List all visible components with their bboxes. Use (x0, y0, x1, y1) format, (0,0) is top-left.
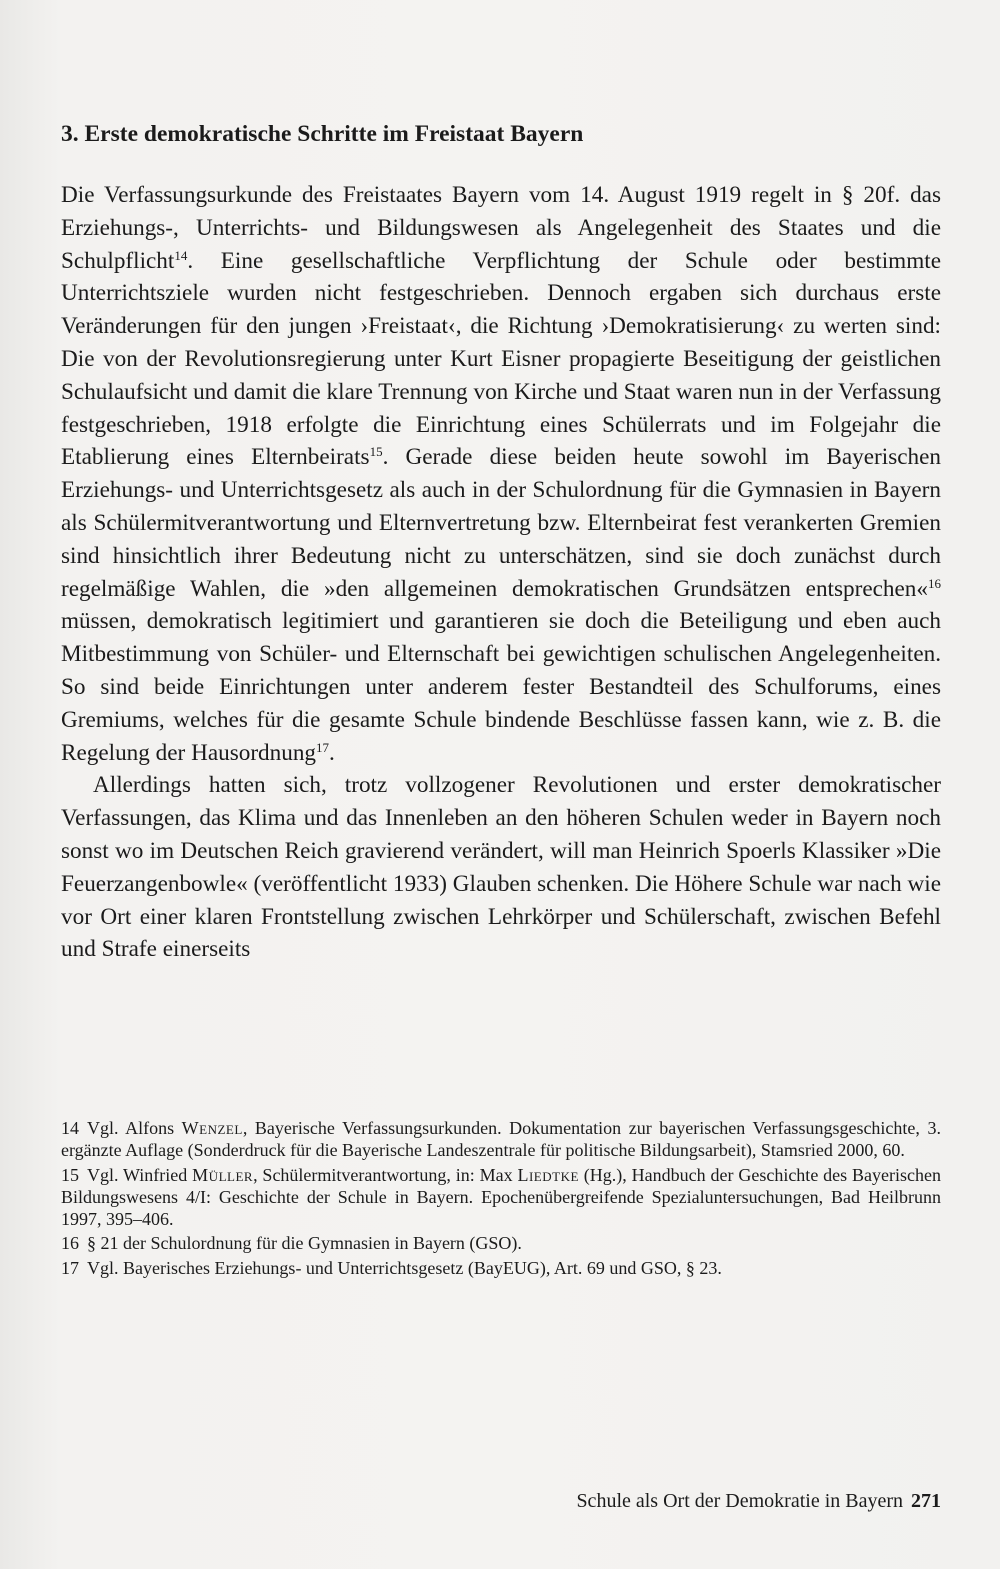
footnote-ref-17[interactable]: 17 (316, 739, 330, 755)
footnote-text: § 21 der Schulordnung für die Gymnasien in Bayern (GSO). (87, 1233, 522, 1254)
footnote-number: 14 (61, 1118, 79, 1138)
paragraph-1 (61, 179, 941, 769)
footnote-text: Vgl. Winfried (87, 1164, 193, 1185)
footnote-number: 15 (61, 1164, 79, 1185)
footnote-text: (Hg.), Handbuch der Geschichte des Bayerischen Bildungswesens 4/I: Geschichte der Schule in Bayern. Epochenübergreifende Spezialuntersuchungen, Bad Heilbrunn 1997, 395–406. (61, 1164, 941, 1230)
footnote-author: Wenzel (181, 1118, 243, 1138)
section-title: 3. Erste demokratische Schritte im Freistaat Bayern (61, 121, 584, 147)
running-footer (576, 1490, 941, 1513)
footnote-number: 16 (61, 1233, 79, 1254)
paragraph-1-text-b: . Eine gesellschaftliche Verpflichtung der Schule oder bestimmte Unterrichtsziele wurden nicht festgeschrieben. Dennoch ergaben sich durchaus erste Veränderungen für den jungen ›Freistaat‹, die Richtung ›Demokratisierung‹ zu werten sind: Die von der Revolutionsregierung unter Kurt Eisner propagierte Beseitigung der geistlichen Schulaufsicht und damit die klare Trennung von Kirche und Staat waren nun in der Verfassung festgeschrieben, 1918 erfolgte die Einrichtung eines Schülerrats und im Folgejahr die Etablierung eines Elternbeirats (61, 247, 941, 471)
footnote-text: , Schülermitverantwortung, in: Max (253, 1164, 518, 1185)
paragraph-1-text-c: . Gerade diese beiden heute sowohl im Bayerischen Erziehungs- und Unterrichtsgesetz als auch in der Schulordnung für die Gymnasien in Bayern als Schülermitverantwortung und Elternvertretung bzw. Elternbeirat fest verankerten Gremien sind hinsichtlich ihrer Bedeutung nicht zu unterschätzen, sind sie doch zunächst durch regelmäßige Wahlen, die »den allgemeinen demokratischen Grundsätzen entsprechen« (61, 444, 942, 602)
footnotes (61, 1117, 941, 1279)
paragraph-1-text-e: . (329, 739, 335, 766)
footnote-editor: Liedtke (517, 1164, 579, 1185)
body-text (61, 179, 941, 966)
paragraph-1-text-a: Die Verfassungsurkunde des Freistaates Bayern vom 14. August 1919 regelt in § 20f. das Erziehungs-, Unterrichts- und Bildungswesen als Angelegenheit des Staates und die Schulpflicht (61, 182, 941, 274)
footnote-text: Vgl. Alfons (87, 1118, 182, 1138)
footnote-text: Vgl. Bayerisches Erziehungs- und Unterrichtsgesetz (BayEUG), Art. 69 und GSO, § 23. (87, 1257, 722, 1278)
footnote-text: , Bayerische Verfassungsurkunden. Dokumentation zur bayerischen Verfassungsgeschichte, 3. ergänzte Auflage (Sonderdruck für die Bayerische Landeszentrale für politische Bildungsarbeit), Stamsried 2000, 60. (61, 1118, 941, 1161)
footnote-15 (61, 1164, 941, 1231)
running-title: Schule als Ort der Demokratie in Bayern (576, 1490, 903, 1512)
footnote-14 (61, 1117, 941, 1162)
footnote-ref-16[interactable]: 16 (928, 575, 941, 591)
footnote-number: 17 (61, 1257, 79, 1278)
footnote-17 (61, 1257, 941, 1279)
page-number: 271 (911, 1490, 941, 1512)
paragraph-2: Allerdings hatten sich, trotz vollzogener Revolutionen und erster demokratischer Verfassungen, das Klima und das Innenleben an den höheren Schulen weder in Bayern noch sonst wo im Deutschen Reich gravierend verändert, will man Heinrich Spoerls Klassiker »Die Feuerzangenbowle« (veröffentlicht 1933) Glauben schenken. Die Höhere Schule war nach wie vor Ort einer klaren Frontstellung zwischen Lehrkörper und Schülerschaft, zwischen Befehl und Strafe einerseits (61, 772, 941, 963)
footnote-ref-14[interactable]: 14 (174, 247, 188, 263)
footnote-author: Müller (192, 1164, 254, 1185)
paragraph-1-text-d: müssen, demokratisch legitimiert und garantieren sie doch die Beteiligung und eben auch Mitbestimmung von Schüler- und Elternschaft bei gewichtigen schulischen Angelegenheiten. So sind beide Einrichtungen unter anderem fester Bestandteil des Schulforums, eines Gremiums, welches für die gesamte Schule bindende Beschlüsse fassen kann, wie z. B. die Regelung der Hausordnung (61, 608, 941, 766)
footnote-ref-15[interactable]: 15 (369, 444, 383, 460)
footnote-16 (61, 1232, 941, 1254)
